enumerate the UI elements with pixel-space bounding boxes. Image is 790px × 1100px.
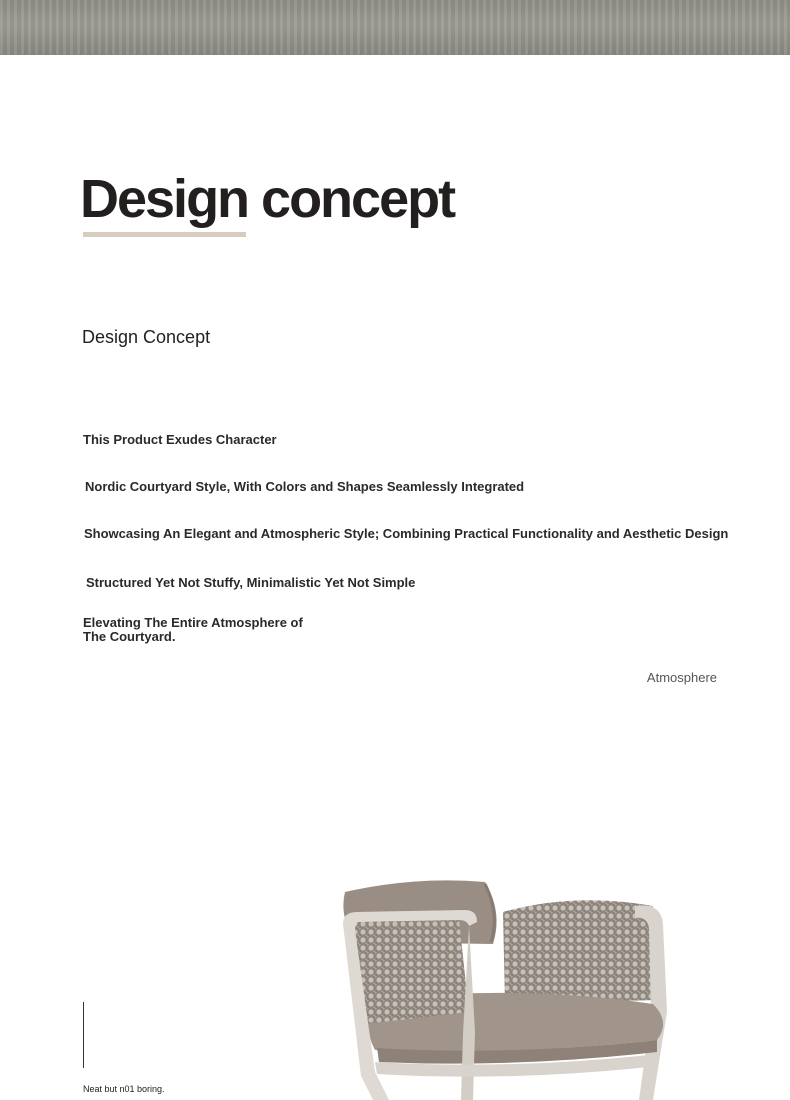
concept-line: Nordic Courtyard Style, With Colors and Shapes Seamlessly Integrated [85, 479, 525, 494]
concept-line: Showcasing An Elegant and Atmospheric Style; Combining Practical Functionality and Aesthetic Design [84, 526, 729, 541]
vertical-divider [83, 1002, 84, 1068]
armchair-image [335, 872, 680, 1100]
concept-line: Structured Yet Not Stuffy, Minimalistic Yet Not Simple [86, 575, 416, 590]
caption-text: Neat but n01 boring. [83, 1084, 165, 1094]
concept-line: This Product Exudes Character [83, 432, 277, 447]
concept-line: Elevating The Entire Atmosphere of The Courtyard. [83, 615, 303, 644]
section-subtitle: Design Concept [82, 327, 211, 347]
title-underline [83, 232, 246, 237]
header-texture-image [0, 0, 790, 55]
page-title: Design concept [80, 169, 455, 229]
atmosphere-label: Atmosphere [646, 670, 717, 685]
